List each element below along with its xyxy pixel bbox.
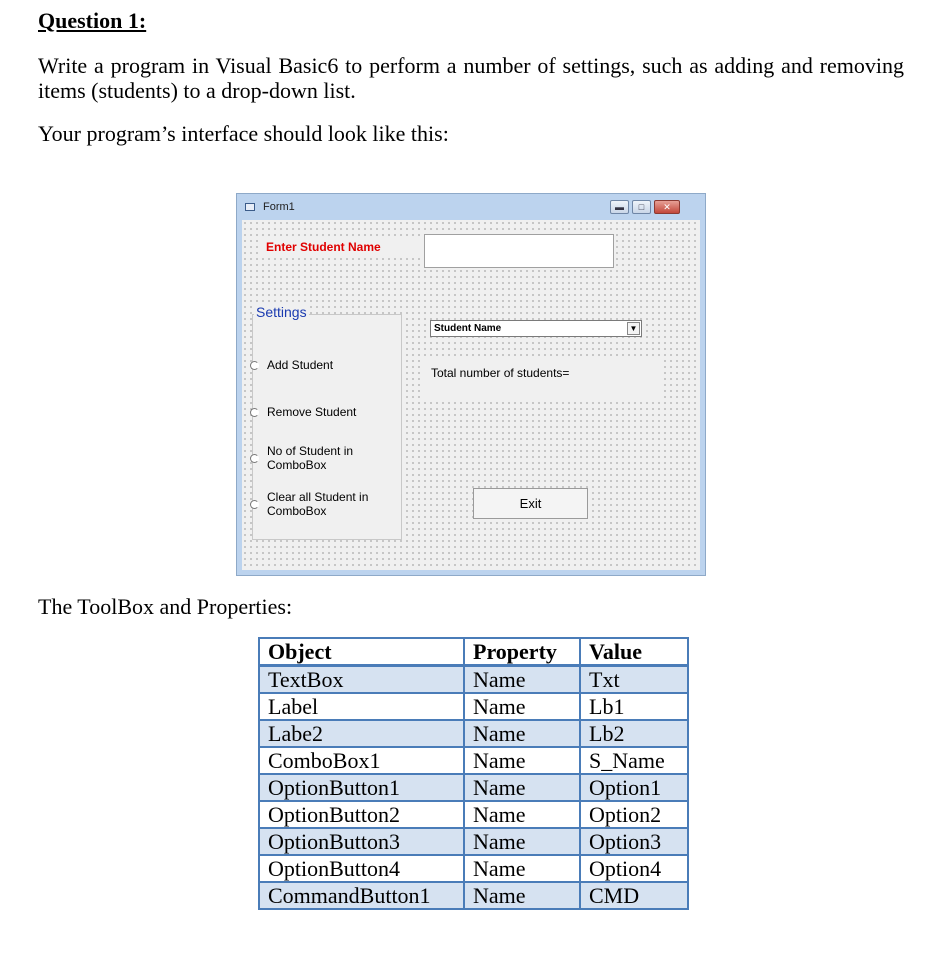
cell-object: OptionButton3	[259, 828, 464, 855]
table-row	[259, 801, 688, 828]
option-label: Remove Student	[267, 405, 357, 419]
cell-value: Txt	[580, 666, 688, 694]
properties-table	[258, 637, 689, 910]
header-property: Property	[464, 638, 580, 666]
cell-object: Labe2	[259, 720, 464, 747]
question-heading: Question 1:	[38, 8, 147, 33]
cell-property: Name	[464, 801, 580, 828]
cell-value: CMD	[580, 882, 688, 909]
minimize-icon[interactable]: ▬	[610, 200, 629, 214]
table-row	[259, 747, 688, 774]
header-value: Value	[580, 638, 688, 666]
form-icon	[245, 203, 255, 211]
cell-value: S_Name	[580, 747, 688, 774]
question-text: Write a program in Visual Basic6 to perform a number of settings, such as adding and removing items (students) to a drop-down list.	[38, 53, 904, 103]
cell-value: Option2	[580, 801, 688, 828]
cell-object: OptionButton4	[259, 855, 464, 882]
table-row	[259, 720, 688, 747]
option-label: No of Student in ComboBox	[267, 444, 354, 472]
cell-value: Option4	[580, 855, 688, 882]
maximize-icon[interactable]: □	[632, 200, 651, 214]
cell-object: OptionButton2	[259, 801, 464, 828]
cell-object: Label	[259, 693, 464, 720]
cell-property: Name	[464, 747, 580, 774]
table-row	[259, 882, 688, 909]
cell-property: Name	[464, 693, 580, 720]
option-label: Clear all Student in ComboBox	[267, 490, 369, 518]
cell-value: Lb1	[580, 693, 688, 720]
cell-object: CommandButton1	[259, 882, 464, 909]
interface-intro-text: Your program’s interface should look like this:	[38, 121, 449, 146]
cell-property: Name	[464, 828, 580, 855]
cell-property: Name	[464, 720, 580, 747]
cell-value: Option1	[580, 774, 688, 801]
form-title-bar	[237, 194, 705, 220]
cell-property: Name	[464, 774, 580, 801]
cell-property: Name	[464, 666, 580, 694]
cell-value: Lb2	[580, 720, 688, 747]
toolbox-intro-text: The ToolBox and Properties:	[38, 594, 293, 619]
table-row	[259, 828, 688, 855]
exit-button[interactable]: Exit	[473, 488, 588, 519]
cell-object: OptionButton1	[259, 774, 464, 801]
student-name-combobox[interactable]	[430, 320, 642, 337]
cell-object: TextBox	[259, 666, 464, 694]
option-label: Add Student	[267, 358, 334, 372]
settings-frame-caption: Settings	[256, 304, 307, 320]
enter-student-name-label: Enter Student Name	[258, 236, 426, 258]
header-object: Object	[259, 638, 464, 666]
table-row	[259, 774, 688, 801]
table-row	[259, 666, 688, 694]
cell-value: Option3	[580, 828, 688, 855]
radio-icon	[250, 500, 259, 509]
vb-form-screenshot	[236, 193, 706, 576]
combobox-value: Student Name	[434, 323, 502, 334]
form-title: Form1	[263, 201, 295, 213]
cell-object: ComboBox1	[259, 747, 464, 774]
close-icon[interactable]: ✕	[654, 200, 680, 214]
form-client-area	[242, 220, 700, 570]
total-students-label: Total number of students=	[422, 358, 662, 402]
cell-property: Name	[464, 882, 580, 909]
radio-icon	[250, 454, 259, 463]
chevron-down-icon[interactable]: ▼	[627, 322, 640, 335]
table-row	[259, 693, 688, 720]
cell-property: Name	[464, 855, 580, 882]
student-name-textbox[interactable]	[424, 234, 614, 268]
table-header-row	[259, 638, 688, 666]
radio-icon	[250, 408, 259, 417]
radio-icon	[250, 361, 259, 370]
table-row	[259, 855, 688, 882]
